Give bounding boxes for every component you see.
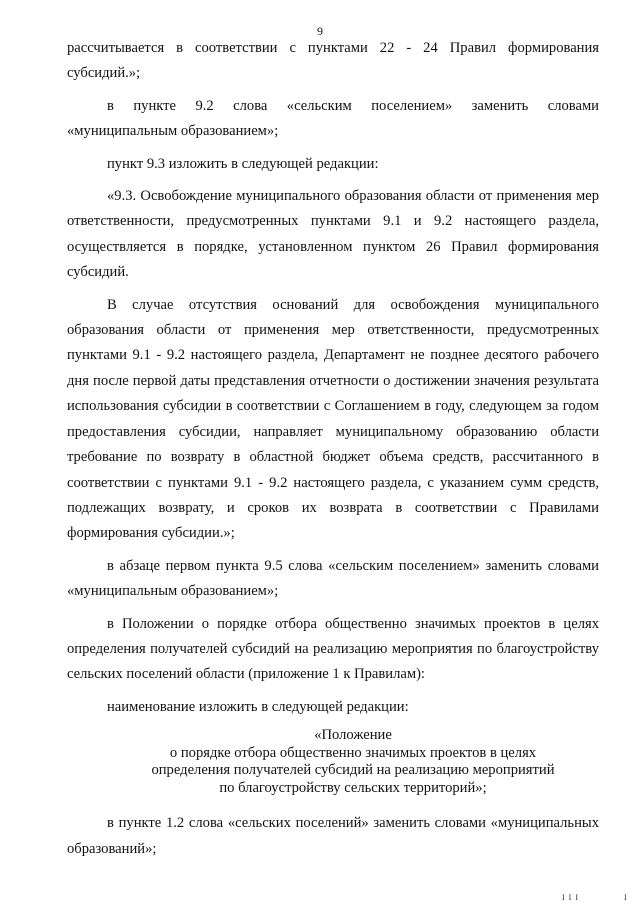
page-number: 9 — [317, 24, 323, 38]
title-line: «Положение — [314, 727, 392, 744]
paragraph-item-9-3-intro: пункт 9.3 изложить в следующей редакции: — [107, 155, 379, 172]
corner-mark: I I I — [562, 893, 579, 902]
regulation-title — [67, 727, 599, 797]
paragraph-item-9-2: в пункте 9.2 слова «сельским поселением» заменить словами «муниципальным образованием»; — [67, 97, 599, 140]
title-line: определения получателей субсидий на реализацию мероприятий — [151, 762, 555, 779]
document-body — [67, 36, 599, 869]
title-line: о порядке отбора общественно значимых проектов в целях — [169, 744, 537, 761]
paragraph-continuation: рассчитывается в соответствии с пунктами 22 - 24 Правил формирования субсидий.»; — [67, 40, 599, 82]
paragraph-title-instruction: наименование изложить в следующей редакции: — [107, 698, 409, 715]
paragraph-regulation-reference: в Положении о порядке отбора общественно значимых проектов в целях определения получателей субсидий на реализацию мероприятия по благоустройству сельских поселений области (приложение 1 к Правилам): — [67, 615, 599, 683]
title-line: по благоустройству сельских территорий»; — [219, 779, 487, 796]
paragraph-item-9-5: в абзаце первом пункта 9.5 слова «сельским поселением» заменить словами «муниципальным образованием»; — [67, 557, 599, 600]
paragraph-item-9-3-second: В случае отсутствия оснований для освобождения муниципального образования области от применения мер ответственности, предусмотренных пунктами 9.1 - 9.2 настоящего раздела, Департамент не позднее десятого рабочего дня после первой даты представления отчетности о достижении значения результата использования субсидии в соответствии с Соглашением в году, следующем за годом предоставления субсидии, направляет муниципальному образованию области требование по возврату в областной бюджет объема средств, рассчитанного в соответствии с пунктами 9.1 - 9.2 настоящего раздела, с указанием сумм средств, подлежащих возврату, и сроков их возврата в соответствии с Правилами формирования субсидии.»; — [67, 296, 599, 542]
paragraph-item-9-3-text: «9.3. Освобождение муниципального образования области от применения мер ответственности, предусмотренных пунктами 9.1 и 9.2 настоящего раздела, осуществляется в порядке, установленном пунктом 26 Правил формирования субсидий. — [67, 188, 599, 281]
paragraph-item-1-2: в пункте 1.2 слова «сельских поселений» заменить словами «муниципальных образований»; — [67, 815, 599, 857]
corner-mark: I — [624, 893, 628, 902]
